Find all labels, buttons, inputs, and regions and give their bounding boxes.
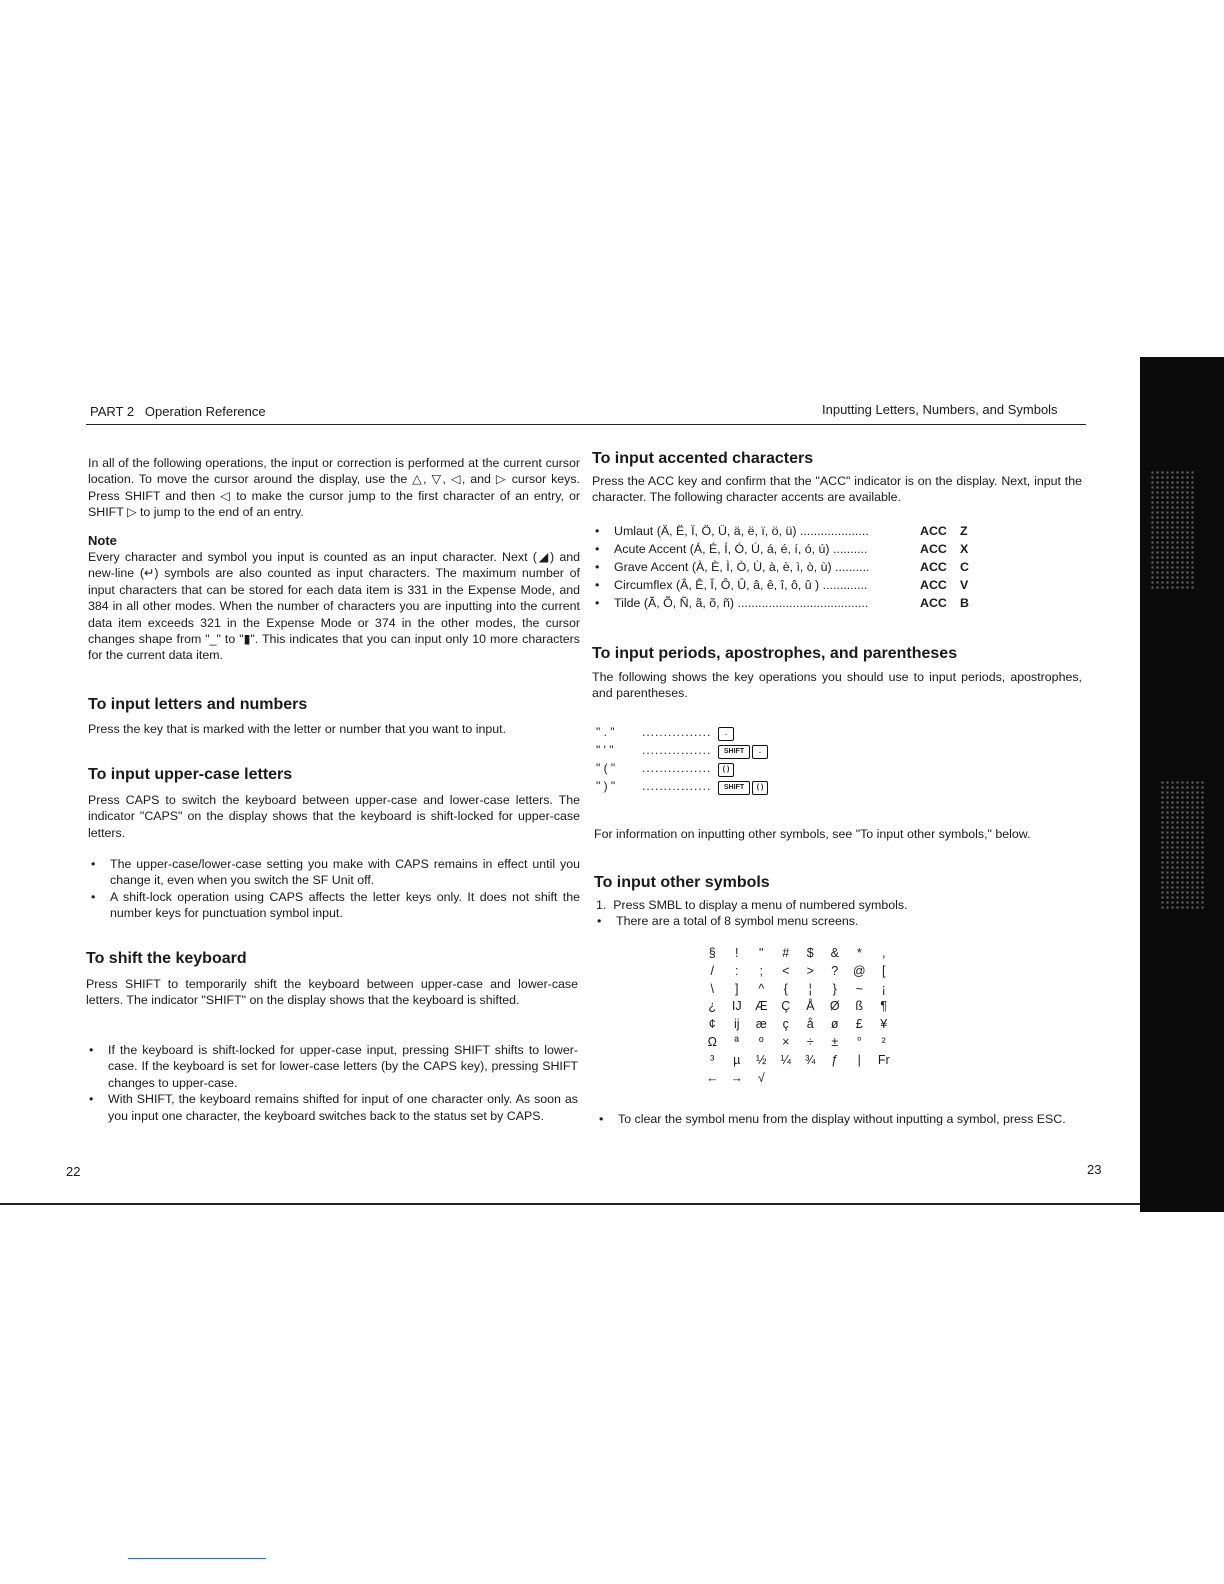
- period-key-icon: .: [752, 745, 768, 759]
- list-item: • Tilde (Ã, Õ, Ñ, ã, õ, ñ) ...................................... ACC B: [595, 596, 969, 610]
- note-title: Note: [88, 533, 117, 548]
- list-item: " ' " ................ SHIFT .: [596, 743, 796, 761]
- section-title-other: To input other symbols: [594, 874, 770, 891]
- header-right: Inputting Letters, Numbers, and Symbols: [822, 402, 1058, 417]
- paren-key-icon: ( ): [718, 763, 734, 777]
- upper-bullets: [88, 856, 580, 922]
- list-item: • With SHIFT, the keyboard remains shifted for input of one character only. As soon as you input one character, the keyboard switches back to the status set by CAPS.: [86, 1091, 578, 1124]
- accent-list: [592, 524, 1072, 614]
- period-key-icon: .: [718, 727, 734, 741]
- symbol-menu-grid: [700, 946, 896, 1088]
- header-rule: [86, 424, 1086, 425]
- section-title-shift: To shift the keyboard: [86, 950, 247, 967]
- other-step: 1. Press SMBL to display a menu of numbered symbols.: [596, 898, 908, 912]
- periods-note: For information on inputting other symbols, see "To input other symbols," below.: [594, 827, 1031, 841]
- symbol-row: ← → √: [706, 1070, 765, 1085]
- symbol-row: ¿ IJ Æ Ç Å Ø ß ¶: [708, 999, 888, 1014]
- footnote-link-rule: [128, 1558, 266, 1559]
- list-item: " ) " ................ SHIFT ( ): [596, 779, 796, 797]
- list-item: • Circumflex (Â, Ê, Î, Ô, Û, â, ê, î, ô, û ) ............. ACC V: [595, 578, 969, 592]
- list-item: " ( " ................ ( ): [596, 761, 796, 779]
- symbol-row: \ ] ^ { ¦ } ~ ¡: [710, 981, 886, 996]
- list-item: • Umlaut (Ä, Ë, Ï, Ö, Ü, ä, ë, ï, ö, ü) .................... ACC Z: [595, 524, 968, 538]
- esc-bullets: [596, 1111, 1086, 1127]
- upper-body: Press CAPS to switch the keyboard between upper-case and lower-case letters. The indicator "CAPS" on the display shows that the keyboard is shift-locked for upper-case letters.: [88, 793, 580, 840]
- section-title-accents: To input accented characters: [592, 450, 814, 467]
- intro-paragraph: In all of the following operations, the input or correction is performed at the current cursor location. To move the cursor around the display, use the △, ▽, ◁, and ▷ cursor keys. Press SHIFT and then ◁ to make the cursor jump to the first character of an entry, or SHIFT ▷ to jump to the end of an entry.: [88, 456, 580, 520]
- list-item: • The upper-case/lower-case setting you make with CAPS remains in effect until you change it, even when you switch the SF Unit off.: [88, 856, 580, 889]
- section-title-upper: To input upper-case letters: [88, 766, 293, 783]
- page-number-left: 22: [66, 1164, 81, 1179]
- section-title-letters: To input letters and numbers: [88, 696, 308, 713]
- period-key-list: [596, 725, 796, 797]
- accents-body: Press the ACC key and confirm that the "ACC" indicator is on the display. Next, input the character. The following character accents are available.: [592, 474, 1082, 505]
- symbol-row: Ω ª º × ÷ ± ° ²: [707, 1034, 886, 1049]
- list-item: • A shift-lock operation using CAPS affects the letter keys only. It does not shift the number keys for punctuation symbol input.: [88, 889, 580, 922]
- other-bullets: [594, 913, 1074, 929]
- list-item: • Grave Accent (À, È, Ì, Ò, Ù, à, è, ì, ò, ù) .......... ACC C: [595, 560, 969, 574]
- symbol-row: ³ µ ½ ¼ ¾ ƒ | Fr: [710, 1052, 890, 1067]
- scan-noise: [1150, 470, 1195, 590]
- symbol-row: § ! " # $ & * ,: [708, 946, 886, 960]
- shift-key-icon: SHIFT: [718, 781, 750, 795]
- scan-noise: [1160, 780, 1205, 910]
- list-item: " . " ................ .: [596, 725, 796, 743]
- list-item: • There are a total of 8 symbol menu screens.: [594, 913, 1074, 929]
- section-title-periods: To input periods, apostrophes, and parentheses: [592, 645, 958, 662]
- list-item: • If the keyboard is shift-locked for upper-case input, pressing SHIFT shifts to lower-case. If the keyboard is set for lower-case letters (by the CAPS key), pressing SHIFT changes to upper-case.: [86, 1042, 578, 1091]
- paren-key-icon: ( ): [752, 781, 768, 795]
- header-left: PART 2 Operation Reference: [90, 404, 266, 419]
- shift-bullets: [86, 1042, 578, 1124]
- list-item: • To clear the symbol menu from the display without inputting a symbol, press ESC.: [596, 1111, 1086, 1127]
- shift-key-icon: SHIFT: [718, 745, 750, 759]
- page-number-right: 23: [1087, 1162, 1102, 1177]
- periods-body: The following shows the key operations you should use to input periods, apostrophes, and parentheses.: [592, 670, 1082, 701]
- list-item: • Acute Accent (Á, É, Í, Ó, Ú, á, é, í, ó, ú) .......... ACC X: [595, 542, 969, 556]
- note-body: Every character and symbol you input is counted as an input character. Next (◢) and new-line (↵) symbols are also counted as input characters. The maximum number of input characters that can be stored for each data item is 331 in the Expense Mode, and 384 in all other modes. When the number of characters you are inputting into the current data item exceeds 321 in the Expense Mode or 374 in the other modes, the cursor changes shape from "_" to "▮". This indicates that you can input only 10 more characters for the current data item.: [88, 550, 580, 663]
- symbol-row: ¢ ij æ ç å ø £ ¥: [708, 1017, 888, 1032]
- symbol-row: / : ; < > ? @ [: [710, 963, 886, 978]
- shift-body: Press SHIFT to temporarily shift the keyboard between upper-case and lower-case letters. The indicator "SHIFT" on the display shows that the keyboard is shifted.: [86, 977, 578, 1008]
- page-bottom-edge: [0, 1203, 1140, 1205]
- letters-body: Press the key that is marked with the letter or number that you want to input.: [88, 722, 507, 736]
